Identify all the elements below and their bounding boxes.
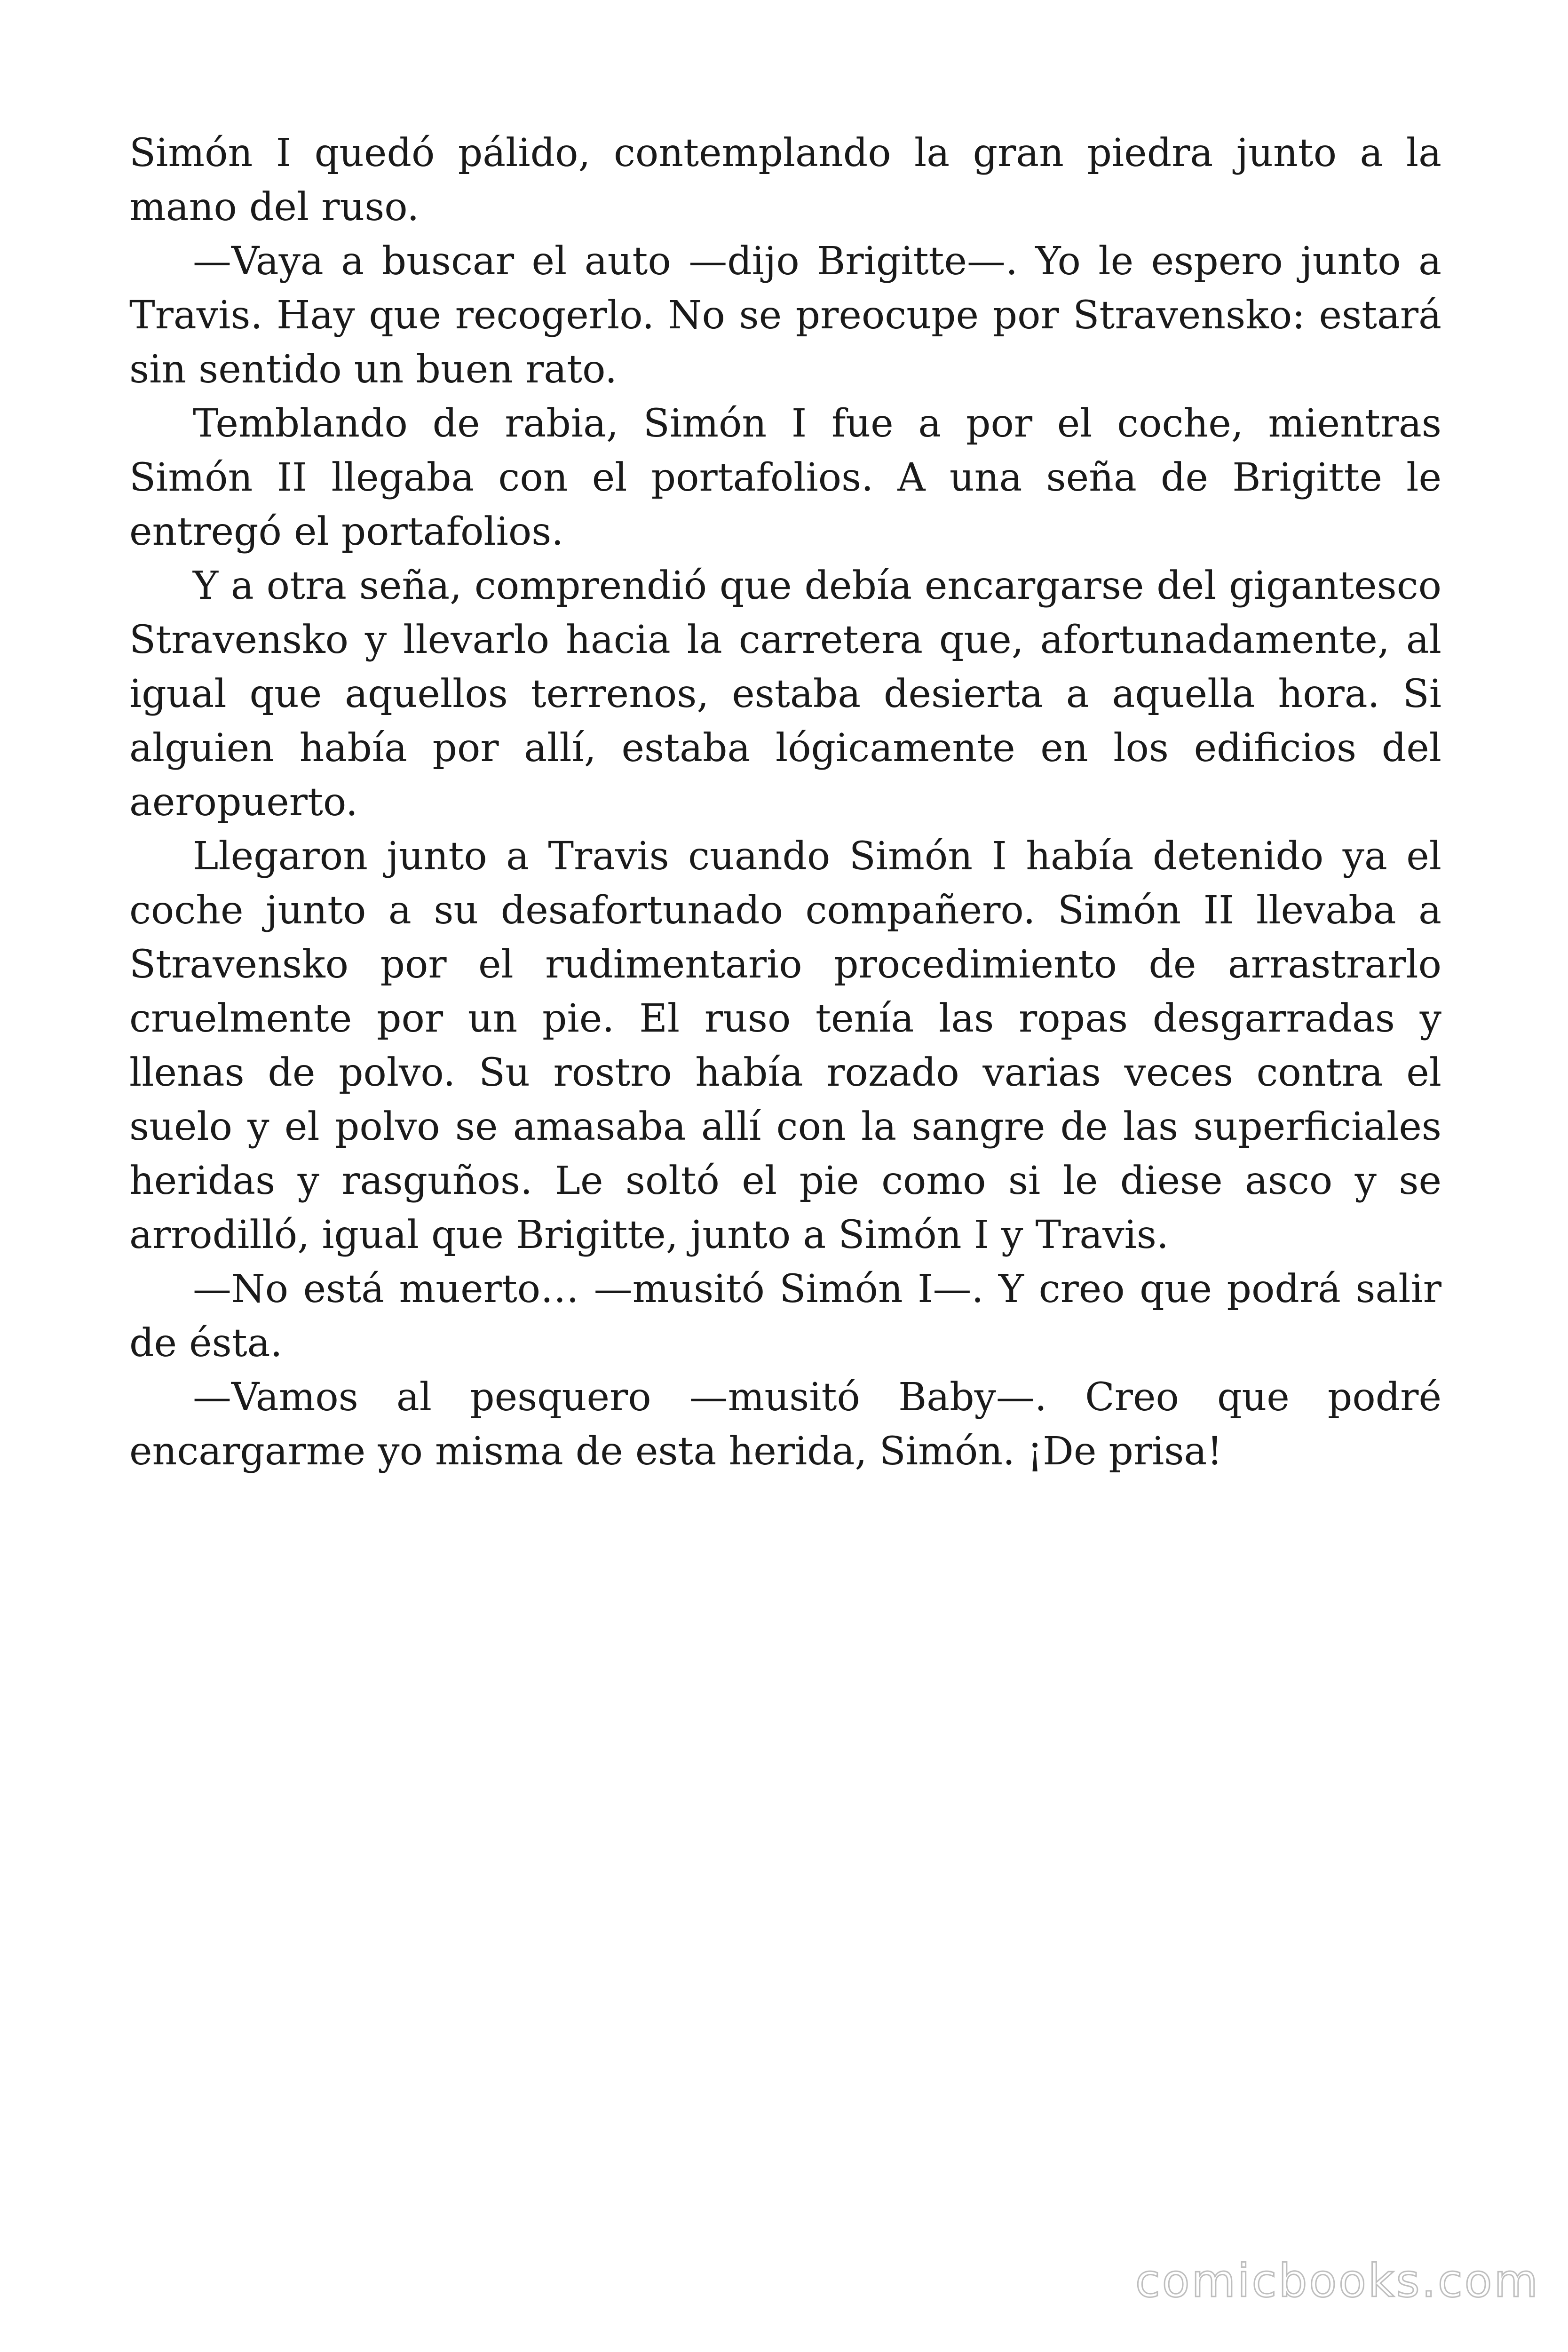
site-watermark: comicbooks.com xyxy=(1135,2255,1540,2307)
body-text xyxy=(129,126,1441,1478)
paragraph-5: Llegaron junto a Travis cuando Simón I había detenido ya el coche junto a su desafortunado compañero. Simón II llevaba a Stravensko por el rudimentario procedimiento de arrastrarlo cruelmente por un pie. El ruso tenía las ropas desgarradas y llenas de polvo. Su rostro había rozado varias veces contra el suelo y el polvo se amasaba allí con la sangre de las superficiales heridas y rasguños. Le soltó el pie como si le diese asco y se arrodilló, igual que Brigitte, junto a Simón I y Travis. xyxy=(129,834,1441,1257)
paragraph-2: —Vaya a buscar el auto —dijo Brigitte—. Yo le espero junto a Travis. Hay que recogerlo. No se preocupe por Stravensko: estará sin sentido un buen rato. xyxy=(129,239,1441,392)
paragraph-6: —No está muerto… —musitó Simón I—. Y creo que podrá salir de ésta. xyxy=(129,1267,1441,1366)
paragraph-3: Temblando de rabia, Simón I fue a por el coche, mientras Simón II llegaba con el portafolios. A una seña de Brigitte le entregó el portafolios. xyxy=(129,401,1441,554)
paragraph-4: Y a otra seña, comprendió que debía encargarse del gigantesco Stravensko y llevarlo hacia la carretera que, afortunadamente, al igual que aquellos terrenos, estaba desierta a aquella hora. Si alguien había por allí, estaba lógicamente en los edificios del aeropuerto. xyxy=(129,564,1441,825)
paragraph-7: —Vamos al pesquero —musitó Baby—. Creo que podré encargarme yo misma de esta herida, Simón. ¡De prisa! xyxy=(129,1375,1441,1474)
paragraph-1: Simón I quedó pálido, contemplando la gran piedra junto a la mano del ruso. xyxy=(129,131,1441,230)
